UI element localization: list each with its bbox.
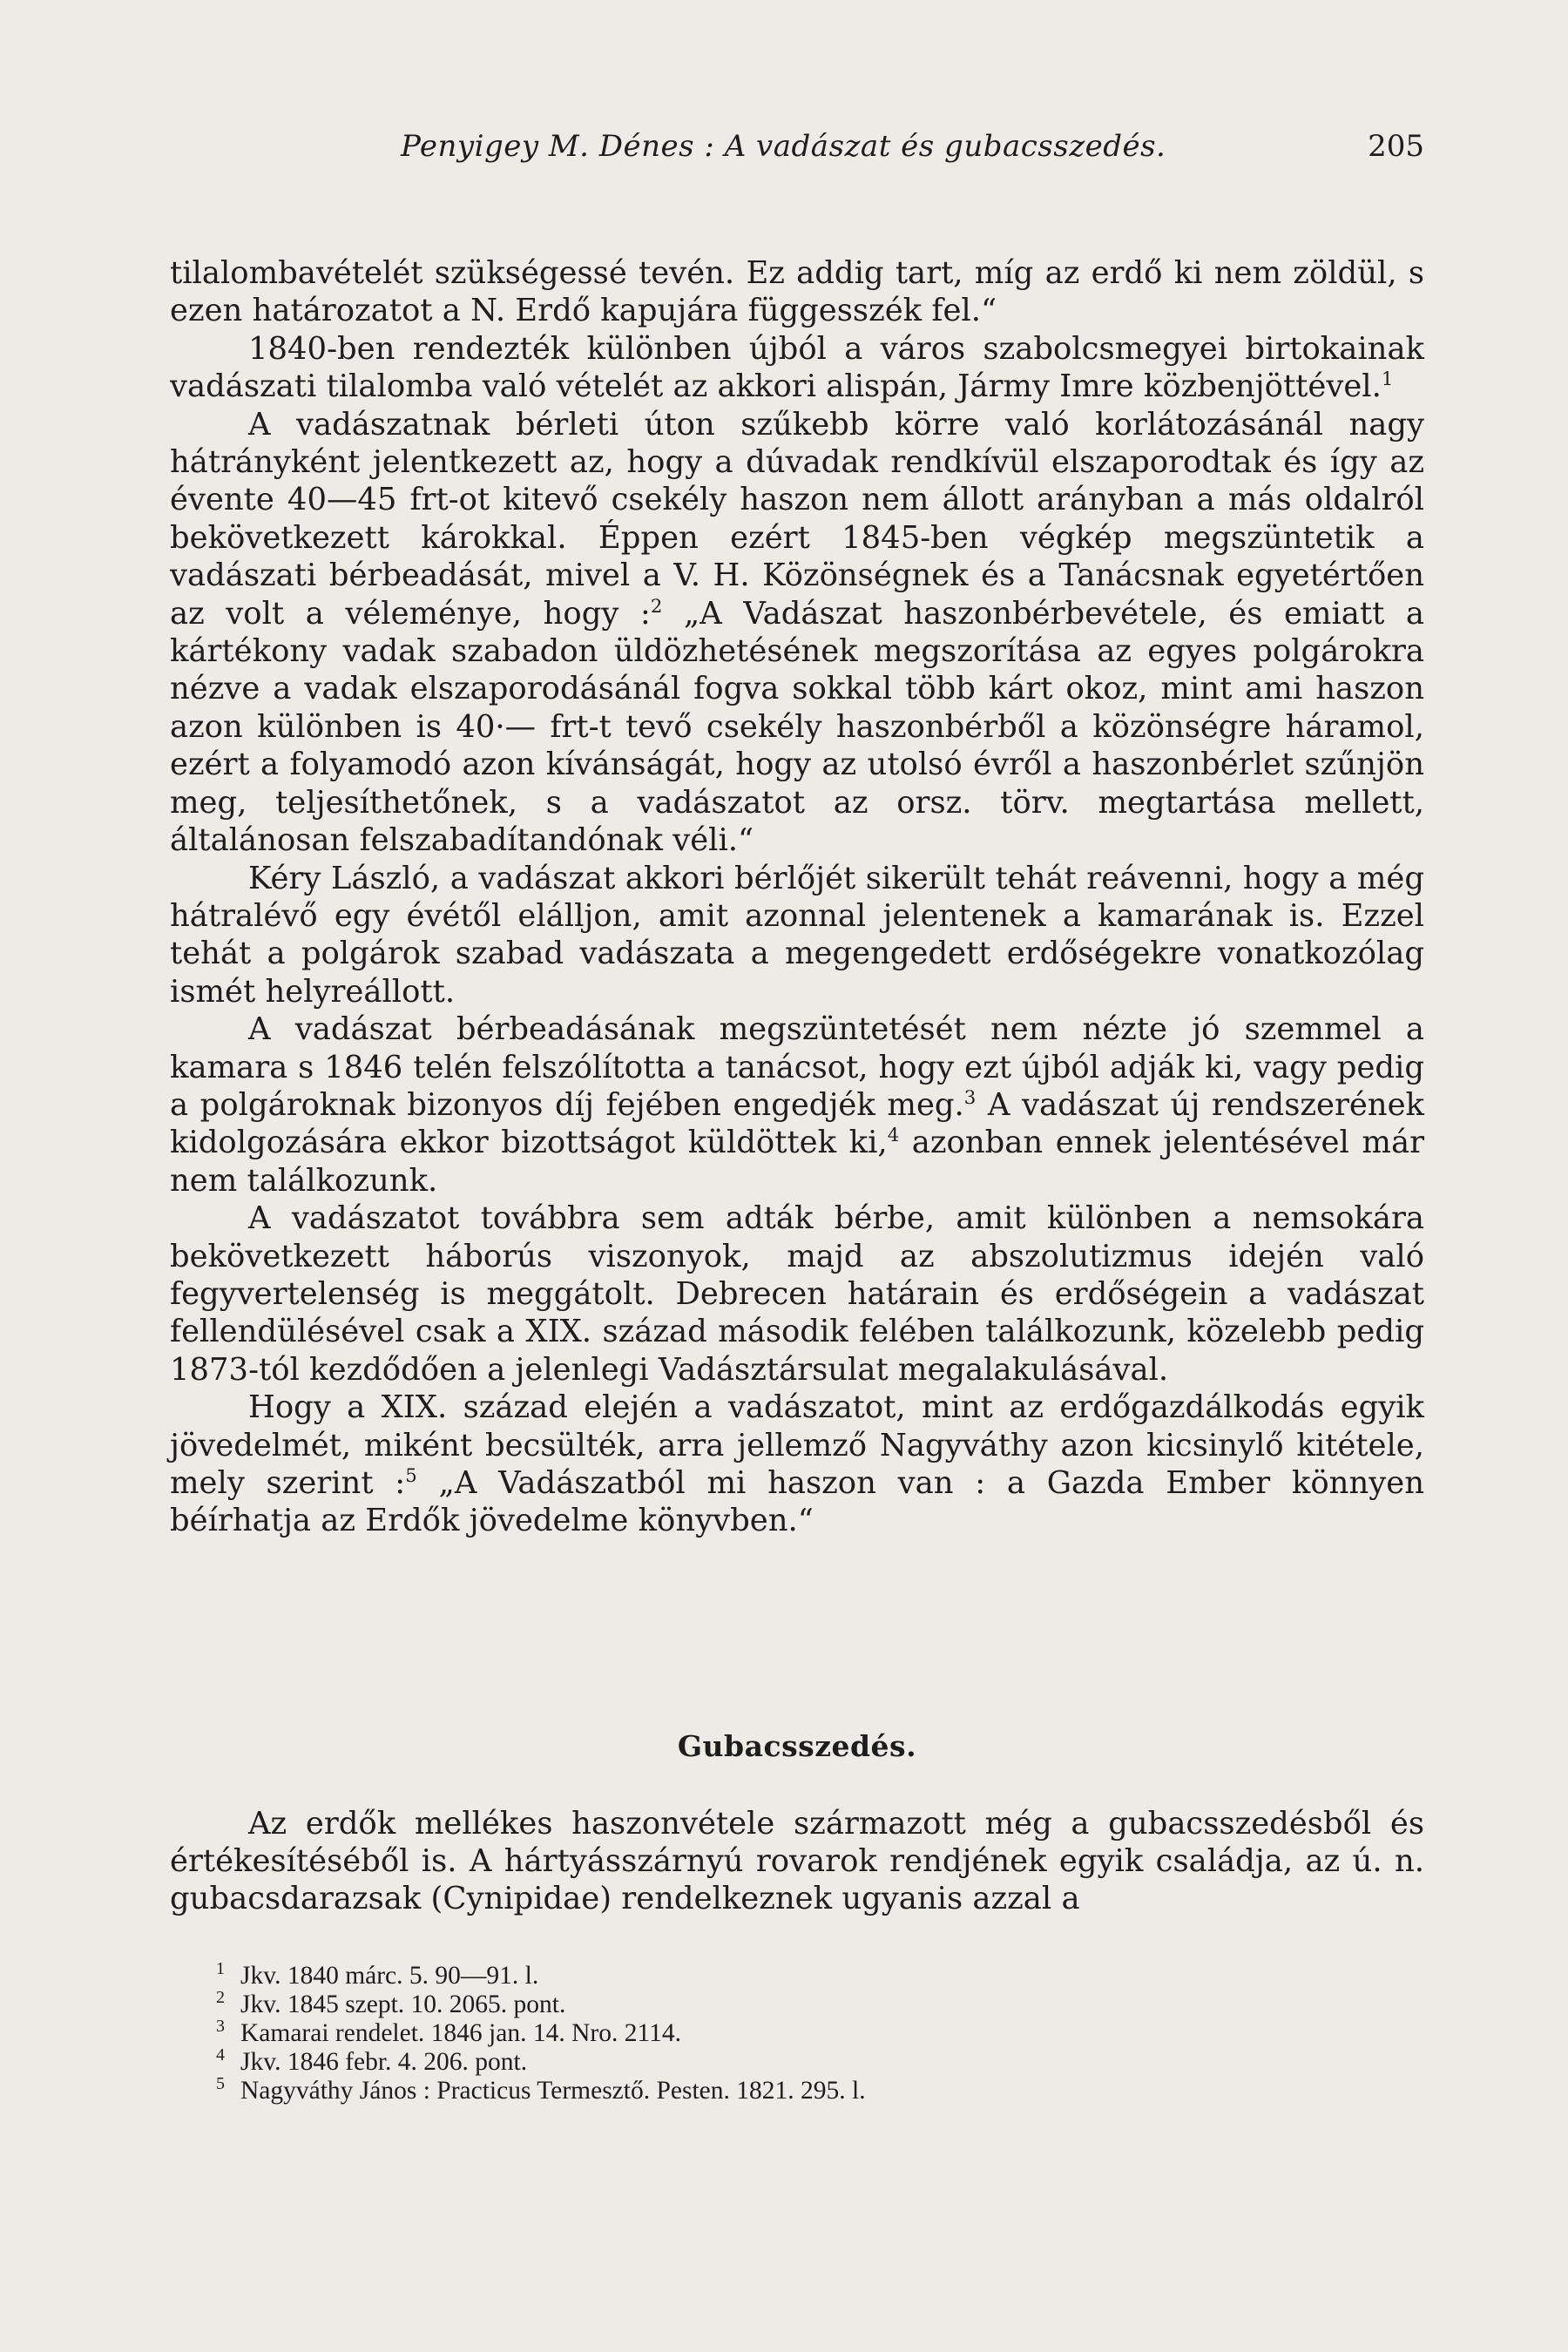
paragraph: A vadászat bérbeadásának megszüntetését nem nézte jó szemmel a kamara s 1846 telén felszólította a tanácsot, hogy ezt újból adják ki, vagy pedig a polgároknak bizonyos díj fejében engedjék meg.$^3$ A vadászat új rendszerének kidolgozására ekkor bizottságot küldöttek ki,$^4$ azonban ennek jelentésével már nem találkozunk. (170, 1011, 1424, 1199)
footnote (216, 2045, 1348, 2077)
section-text (170, 1805, 1424, 1917)
body-text (170, 254, 1424, 1540)
footnote-mark: 3 (216, 2017, 225, 2036)
running-title: Penyigey M. Dénes : A vadászat és gubacsszedés. (401, 129, 1166, 164)
footnote-ref: 1 (1381, 368, 1394, 391)
footnote-text: Nagyváthy János : Practicus Termesztő. Pesten. 1821. 295. l. (240, 2077, 866, 2105)
footnote-text: Jkv. 1840 márc. 5. 90—91. l. (240, 1962, 539, 1990)
paragraph: A vadászatnak bérleti úton szűkebb körre való korlátozásánál nagy hátrányként jelentkezett az, hogy a dúvadak rendkívül elszaporodtak és így az évente 40—45 frt-ot kitevő csekély haszon nem állott arányban a más oldalról bekövetkezett károkkal. Éppen ezért 1845-ben végkép megszüntetik a vadászati bérbeadását, mivel a V. H. Közönségnek és a Tanácsnak egyetértően az volt a véleménye, hogy :$^2$ „A Vadászat haszonbérbevétele, és emiatt a kártékony vadak szabadon üldözhetésének megszorítása az egyes polgárokra nézve a vadak elszaporodásánál fogva sokkal több kárt okoz, mint ami haszon azon különben is 40·— frt-t tevő csekély haszonbérből a közönségre háramol, ezért a folyamodó azon kívánságát, hogy az utolsó évről a haszonbérlet szűnjön meg, teljesíthetőnek, s a vadászatot az orsz. törv. megtartása mellett, általánosan felszabadítandónak véli.“ (170, 406, 1424, 859)
paragraph: 1840-ben rendezték különben újból a város szabolcsmegyei birtokainak vadászati tilalomba való vételét az akkori alispán, Jármy Imre közbenjöttével.$^1$ (170, 330, 1424, 405)
footnote-mark: 5 (216, 2074, 225, 2093)
paragraph: tilalombavételét szükségessé tevén. Ez addig tart, míg az erdő ki nem zöldül, s ezen határozatot a N. Erdő kapujára függesszék fel.“ (170, 255, 1424, 329)
section-heading: Gubacsszedés. (677, 1729, 917, 1763)
page-number: 205 (1368, 129, 1424, 164)
footnote-mark: 2 (216, 1988, 225, 2007)
footnote-mark: 1 (216, 1959, 225, 1978)
footnote-ref: 4 (887, 1125, 900, 1147)
footnote-text: Jkv. 1846 febr. 4. 206. pont. (240, 2048, 528, 2076)
paragraph: A vadászatot továbbra sem adták bérbe, amit különben a nemsokára bekövetkezett háborús viszonyok, majd az abszolutizmus idején való fegyvertelenség is meggátolt. Debrecen határain és erdőségein a vadászat fellendülésével csak a XIX. század második felében találkozunk, közelebb pedig 1873-tól kezdődően a jelenlegi Vadásztársulat megalakulásával. (170, 1200, 1424, 1388)
footnote (216, 2019, 1348, 2048)
paragraph: Hogy a XIX. század elején a vadászatot, mint az erdőgazdálkodás egyik jövedelmét, miként becsülték, arra jellemző Nagyváthy azon kicsinylő kitétele, mely szerint :$^5$ „A Vadászatból mi haszon van : a Gazda Ember könnyen béírhatja az Erdők jövedelme könyvben.“ (170, 1389, 1424, 1539)
footnotes (216, 1959, 1348, 2105)
footnote-text: Jkv. 1845 szept. 10. 2065. pont. (240, 1990, 566, 2018)
page-header (170, 129, 1424, 181)
footnote (216, 1959, 1348, 1990)
footnote-ref: 3 (963, 1087, 977, 1110)
footnote (216, 2074, 1348, 2105)
paragraph: Az erdők mellékes haszonvétele származott még a gubacsszedésből és értékesítéséből is. A hártyásszárnyú rovarok rendjének egyik családja, az ú. n. gubacsdarazsak (Cynipidae) rendelkeznek ugyanis azzal a (170, 1806, 1424, 1916)
paragraph: Kéry László, a vadászat akkori bérlőjét sikerült tehát reávenni, hogy a még hátralévő egy évétől elálljon, amit azonnal jelentenek a kamarának is. Ezzel tehát a polgárok szabad vadászata a megengedett erdőségekre vonatkozólag ismét helyreállott. (170, 860, 1424, 1010)
footnote-ref: 5 (405, 1465, 417, 1488)
footnote-mark: 4 (216, 2045, 225, 2065)
footnote-ref: 2 (650, 595, 663, 618)
footnote-text: Kamarai rendelet. 1846 jan. 14. Nro. 2114. (240, 2019, 681, 2047)
footnote (216, 1990, 1348, 2019)
